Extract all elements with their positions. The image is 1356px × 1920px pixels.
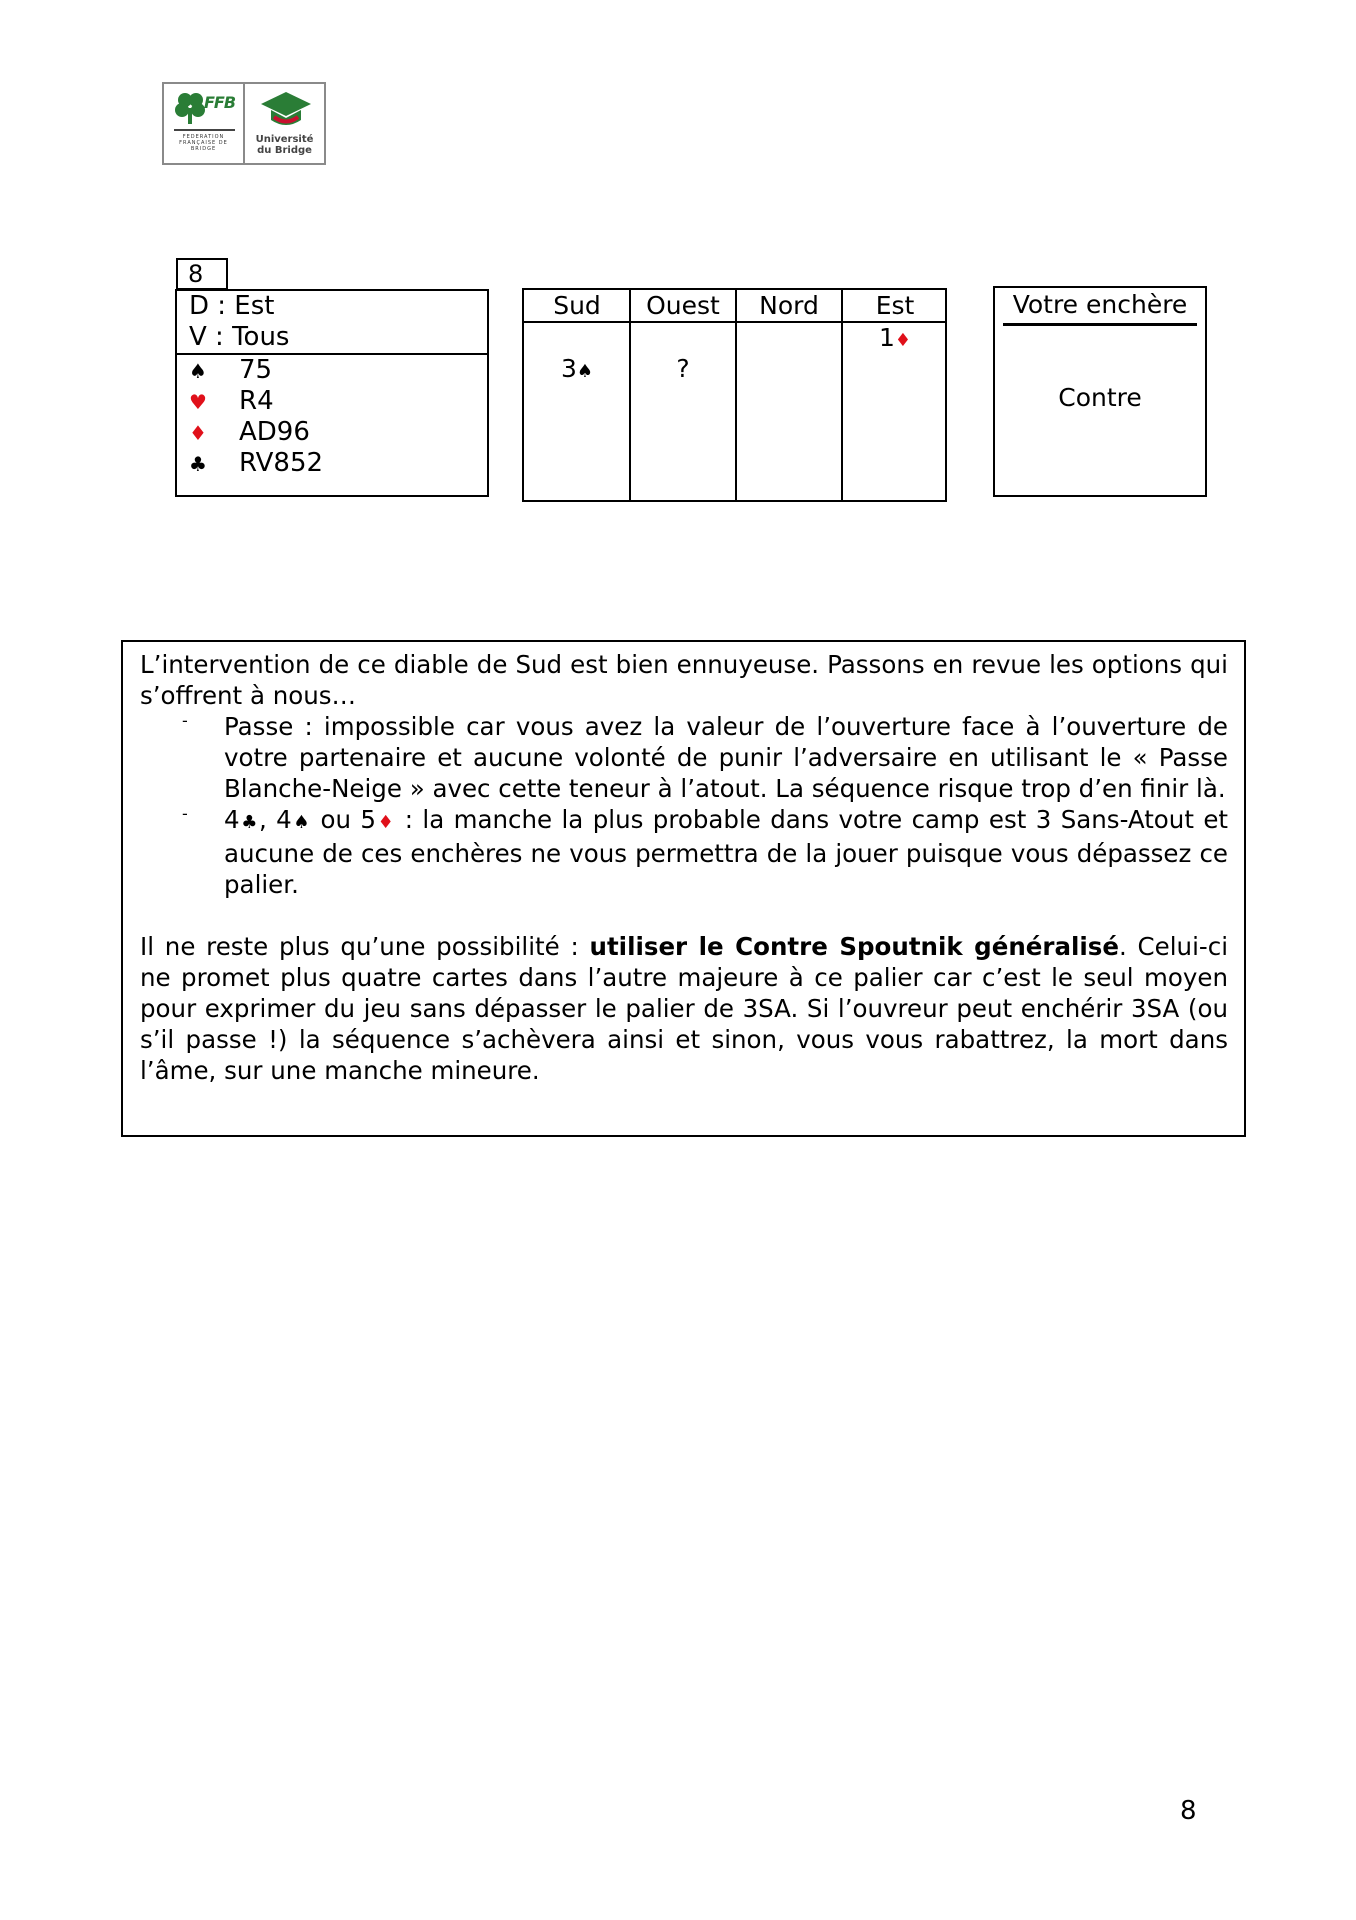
list-dash: - <box>182 711 188 730</box>
bid-4-level: 4 <box>224 805 240 834</box>
option-manches-text <box>224 804 1228 900</box>
bid-header-nord: Nord <box>759 291 819 320</box>
bid-column-divider <box>735 290 737 500</box>
bid-west-question: ? <box>676 354 690 383</box>
answer-value: Contre <box>1058 383 1142 412</box>
club-icon: ♣ <box>189 452 207 476</box>
diamond-icon: ♦ <box>189 421 207 445</box>
du-bridge-line: du Bridge <box>257 145 312 156</box>
bid-header-sud: Sud <box>553 291 601 320</box>
explanation-intro: L’intervention de ce diable de Sud est bien ennuyeuse. Passons en revue les options qui s’offrent à nous… <box>140 650 1228 710</box>
bid-column-divider <box>629 290 631 500</box>
conclusion-body: . Celui-ci ne promet plus quatre cartes dans l’autre majeure à ce palier car c’est le seul moyen pour exprimer du jeu sans dépasser le palier de 3SA. Si l’ouvreur peut enchérir 3SA (ou s’il passe !) la séquence s’achèvera ainsi et sinon, vous vous rabattrez, la mort dans l’âme, sur une manche mineure. <box>140 932 1228 1085</box>
hand-spades <box>189 355 272 386</box>
option-manches <box>140 804 1228 900</box>
bidding-table <box>522 288 947 502</box>
diamond-icon: ♦ <box>894 330 912 351</box>
dealer-label: D : Est <box>189 291 275 321</box>
graduation-cap-icon <box>259 90 313 132</box>
explanation-box <box>121 640 1246 1137</box>
universite-line: Université <box>255 134 314 145</box>
vulnerability-label: V : Tous <box>189 322 290 352</box>
club-icon: ♣ <box>239 812 259 833</box>
hand-hearts <box>189 386 274 417</box>
universite-du-bridge-text <box>245 134 324 156</box>
option-passe <box>140 711 1228 804</box>
bid-south-3s <box>524 353 630 387</box>
heart-cards: R4 <box>239 386 274 416</box>
bid-4-level: , 4 <box>258 805 292 834</box>
bid-header-ouest: Ouest <box>646 291 720 320</box>
diamond-icon: ♦ <box>376 812 396 833</box>
bid-5-level: ou 5 <box>311 805 376 834</box>
ffb-logo-panel <box>164 84 245 163</box>
ffb-logo <box>162 82 326 165</box>
option-passe-text: Passe : impossible car vous avez la valeur de l’ouverture face à l’ouverture de votre partenaire et aucune volonté de punir l’adversaire en utilisant le « Passe Blanche-Neige » avec cette teneur à l’atout. La séquence risque trop d’en finir là. <box>224 712 1228 803</box>
conclusion-emphasis: utiliser le Contre Spoutnik généralisé <box>589 932 1119 961</box>
hand-clubs <box>189 448 323 479</box>
universite-logo-panel <box>245 84 324 163</box>
option-manches-body: : la manche la plus probable dans votre camp est 3 Sans-Atout et aucune de ces enchères ne vous permettra de la jouer puisque vous dépassez ce palier. <box>224 805 1229 899</box>
bid-east-1d <box>842 322 948 356</box>
club-cards: RV852 <box>239 448 324 478</box>
spade-icon: ♠ <box>576 361 594 382</box>
ffb-federation-text: FEDERATION FRANÇAISE DE BRIDGE <box>179 134 228 152</box>
page-number: 8 <box>1180 1796 1197 1826</box>
clover-icon <box>174 90 208 126</box>
bid-level: 3 <box>560 354 577 383</box>
spade-icon: ♠ <box>189 359 207 383</box>
bid-level: 1 <box>878 323 895 352</box>
answer-title: Votre enchère <box>1012 290 1188 319</box>
ffb-wordmark: FFB <box>204 93 236 112</box>
hand-box <box>175 289 489 497</box>
heart-icon: ♥ <box>189 390 207 414</box>
paragraph-gap <box>140 900 1228 931</box>
answer-title-rule <box>1003 323 1197 326</box>
conclusion-lead: Il ne reste plus qu’une possibilité : <box>140 932 590 961</box>
ffb-logo-rule <box>174 129 235 131</box>
answer-box <box>993 286 1207 497</box>
diamond-cards: AD96 <box>239 417 310 447</box>
board-number: 8 <box>176 258 228 290</box>
hand-diamonds <box>189 417 310 448</box>
explanation-conclusion <box>140 931 1228 1086</box>
spade-icon: ♠ <box>291 812 312 833</box>
list-dash: - <box>182 804 188 823</box>
spade-cards: 75 <box>239 355 273 385</box>
bid-header-est: Est <box>875 291 915 320</box>
